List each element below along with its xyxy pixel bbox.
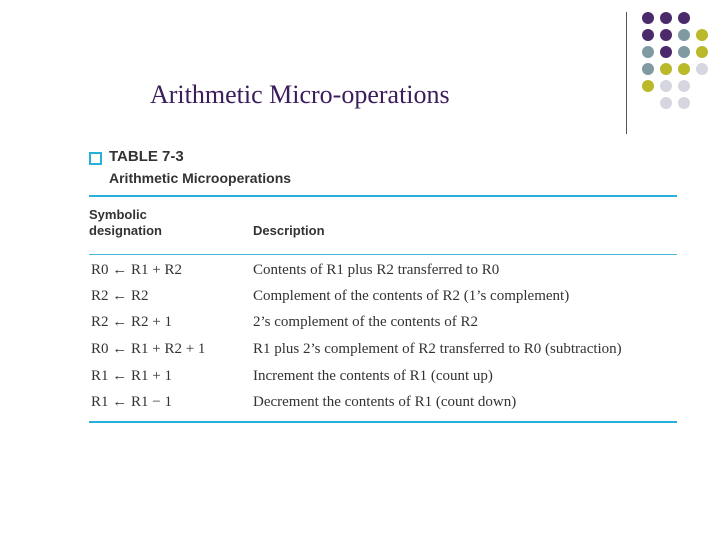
decorative-dot xyxy=(696,63,708,75)
decorative-dot xyxy=(660,29,672,41)
decorative-dot xyxy=(660,97,672,109)
symbolic-cell: R1 ← R1 − 1 xyxy=(91,394,172,410)
decorative-dot xyxy=(660,63,672,75)
decorative-dot-grid xyxy=(634,10,720,120)
description-cell: Increment the contents of R1 (count up) xyxy=(253,368,493,384)
description-cell: R1 plus 2’s complement of R2 transferred to R0 (subtraction) xyxy=(253,341,622,357)
symbolic-cell: R0 ← R1 + R2 + 1 xyxy=(91,341,206,357)
table-row xyxy=(89,368,689,390)
symbolic-cell: R2 ← R2 xyxy=(91,288,149,304)
column-header-description: Description xyxy=(253,223,325,238)
decorative-dot xyxy=(660,46,672,58)
decorative-dot xyxy=(678,97,690,109)
decorative-dot xyxy=(696,29,708,41)
description-cell: Contents of R1 plus R2 transferred to R0 xyxy=(253,262,500,278)
decorative-dot xyxy=(660,80,672,92)
table-row xyxy=(89,341,689,363)
slide-title: Arithmetic Micro-operations xyxy=(150,80,450,109)
table-header-rule xyxy=(89,254,677,255)
table-number: TABLE 7-3 xyxy=(109,148,184,165)
decorative-dot xyxy=(642,46,654,58)
symbolic-cell: R1 ← R1 + 1 xyxy=(91,368,172,384)
description-cell: 2’s complement of the contents of R2 xyxy=(253,314,478,330)
table-bottom-rule xyxy=(89,421,677,423)
table-caption: Arithmetic Microoperations xyxy=(109,170,292,186)
symbolic-cell: R2 ← R2 + 1 xyxy=(91,314,172,330)
table-row xyxy=(89,288,689,310)
table-top-rule xyxy=(89,195,677,197)
title-divider-line xyxy=(626,12,627,134)
decorative-dot xyxy=(678,63,690,75)
decorative-dot xyxy=(678,12,690,24)
symbolic-cell: R0 ← R1 + R2 xyxy=(91,262,182,278)
decorative-dot xyxy=(678,80,690,92)
column-header-symbolic: Symbolic designation xyxy=(89,207,162,238)
table-row xyxy=(89,394,689,416)
decorative-dot xyxy=(642,63,654,75)
description-cell: Decrement the contents of R1 (count down) xyxy=(253,394,517,410)
decorative-dot xyxy=(696,46,708,58)
table-row xyxy=(89,314,689,336)
description-cell: Complement of the contents of R2 (1’s complement) xyxy=(253,288,570,304)
decorative-dot xyxy=(678,29,690,41)
decorative-dot xyxy=(660,12,672,24)
table-row xyxy=(89,262,689,284)
decorative-dot xyxy=(678,46,690,58)
bullet-square-icon xyxy=(89,152,102,165)
decorative-dot xyxy=(642,12,654,24)
decorative-dot xyxy=(642,29,654,41)
decorative-dot xyxy=(642,80,654,92)
